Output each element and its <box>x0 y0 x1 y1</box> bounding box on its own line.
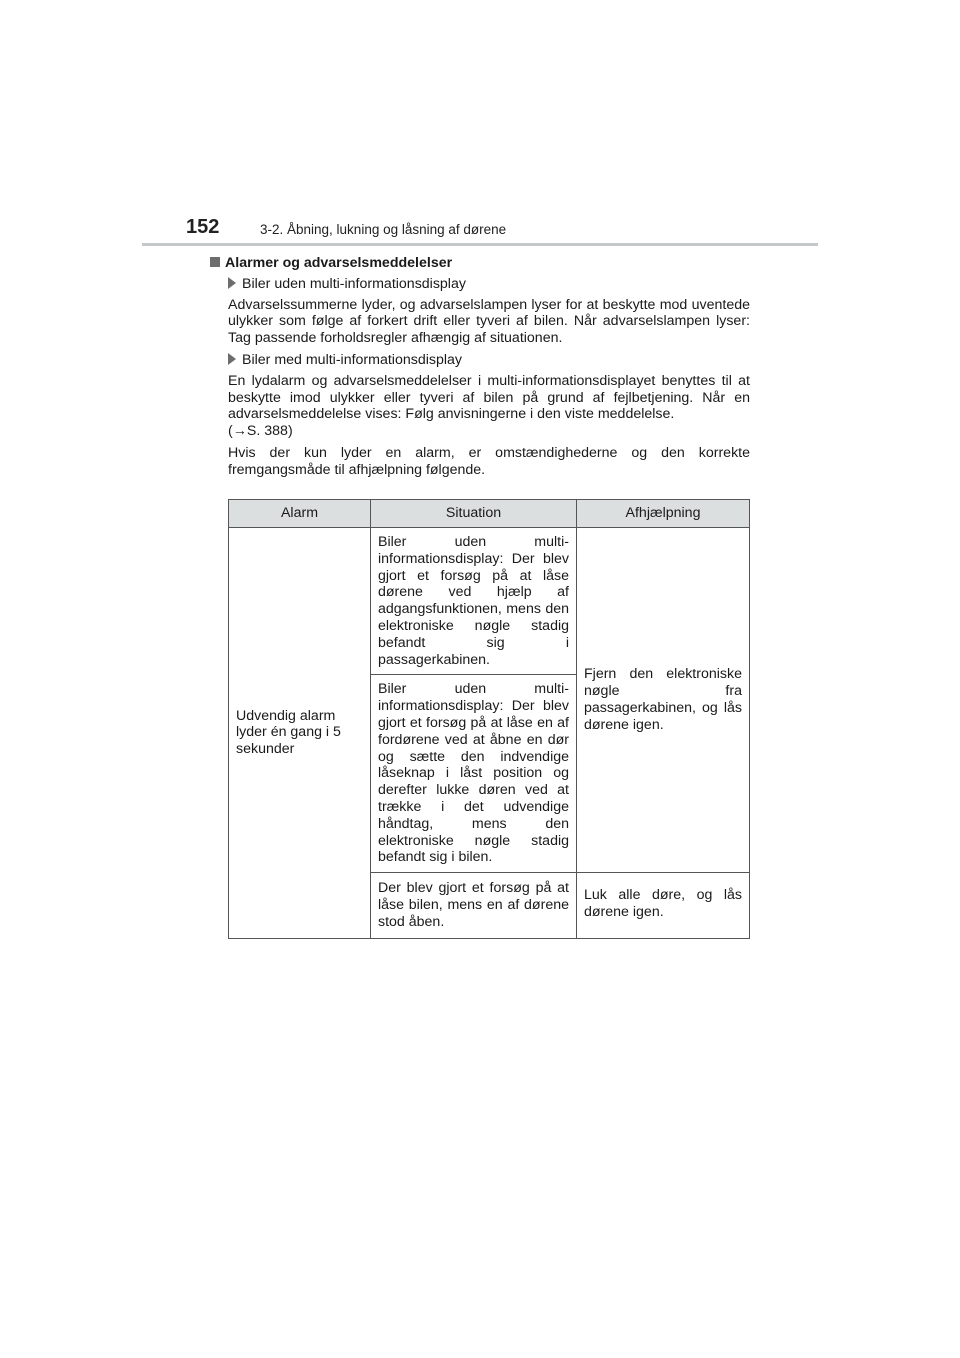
subheading-no-display: Biler uden multi-informationsdisplay <box>228 276 750 293</box>
arrow-right-icon: → <box>232 423 247 440</box>
page-reference: (→S. 388) <box>228 423 293 440</box>
alarm-cell: Udvendig alarm lyder én gang i 5 sekunder <box>229 528 371 939</box>
square-bullet-icon <box>210 257 220 267</box>
subheading-with-display: Biler med multi-informationsdisplay <box>228 352 750 369</box>
section-heading: Alarmer og advarselsmeddelelser <box>210 255 750 272</box>
situation-cell: Biler uden multi-informationsdisplay: Der blev gjort et forsøg på at låse dørene ved hjælp af adgangsfunktionen, mens den elektroniske nøgle stadig befandt sig i passagerkabinen. <box>371 528 577 675</box>
column-header-situation: Situation <box>371 500 577 528</box>
section-title: 3-2. Åbning, lukning og låsning af dørene <box>260 222 507 237</box>
table-row <box>229 528 750 675</box>
table-header-row <box>229 500 750 528</box>
remedy-cell: Luk alle døre, og lås dørene igen. <box>577 873 750 938</box>
paragraph-with-display: En lydalarm og advarselsmeddelelser i multi-informationsdisplayet benyttes til at beskytte imod ulykker eller tyveri af bilen på grund af fejlbetjening. Når en advarselsmeddelelse vises: Følg anvisningerne i den viste meddelelse. <box>228 372 750 423</box>
remedy-cell: Fjern den elektroniske nøgle fra passagerkabinen, og lås dørene igen. <box>577 528 750 873</box>
column-header-remedy: Afhjælpning <box>577 500 750 528</box>
paragraph-alarm-only: Hvis der kun lyder en alarm, er omstændighederne og den korrekte fremgangsmåde til afhjælpning følgende. <box>228 444 750 478</box>
paragraph-no-display: Advarselssummerne lyder, og advarselslampen lyser for at beskytte mod uventede ulykker som følge af forkert drift eller tyveri af bilen. Når advarselslampen lyser: Tag passende forholdsregler afhængig af situationen. <box>228 296 750 347</box>
alarm-table <box>228 499 750 939</box>
triangle-bullet-icon <box>228 277 236 289</box>
content <box>210 255 750 484</box>
page-number: 152 <box>186 216 220 238</box>
situation-cell: Biler uden multi-informationsdisplay: Der blev gjort et forsøg på at låse en af fordørene ved at åbne en dør og sætte den indvendige låseknap i låst position og derefter lukke døren ved at trække i det udvendige håndtag, mens den elektroniske nøgle stadig befandt sig i bilen. <box>371 675 577 873</box>
triangle-bullet-icon <box>228 353 236 365</box>
situation-cell: Der blev gjort et forsøg på at låse bilen, mens en af dørene stod åben. <box>371 873 577 938</box>
header-rule <box>142 243 818 246</box>
column-header-alarm: Alarm <box>229 500 371 528</box>
